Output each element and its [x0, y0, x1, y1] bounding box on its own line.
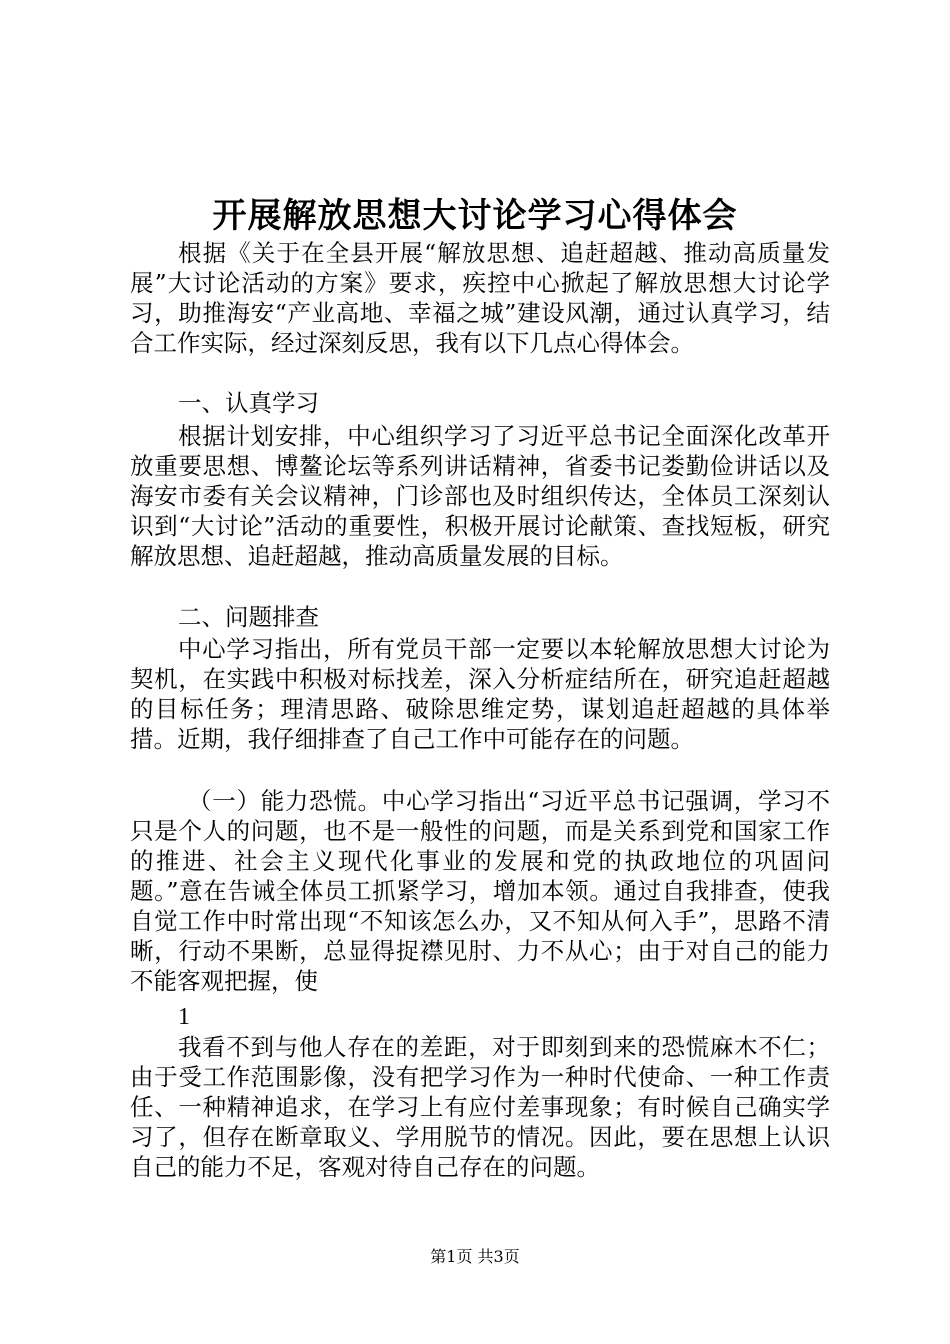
section-heading-problems: 二、问题排查 [178, 603, 319, 631]
inline-page-marker: 1 [178, 1004, 190, 1030]
section-study-paragraph: 根据计划安排，中心组织学习了习近平总书记全面深化改革开放重要思想、博鳌论坛等系列讲话精神，省委书记娄勤俭讲话以及海安市委有关会议精神，门诊部也及时组织传达，全体员工深刻认识到“大讨论”活动的重要性，积极开展讨论献策、查找短板，研究解放思想、追赶超越，推动高质量发展的目标。 [130, 422, 830, 570]
page-footer: 第1页 共3页 [430, 1247, 520, 1266]
document-title: 开展解放思想大讨论学习心得体会 [212, 196, 738, 236]
section-problems-paragraph: 中心学习指出，所有党员干部一定要以本轮解放思想大讨论为契机，在实践中积极对标找差，深入分析症结所在，研究追赶超越的目标任务；理清思路、破除思维定势，谋划追赶超越的具体举措。近期，我仔细排查了自己工作中可能存在的问题。 [130, 635, 830, 753]
continuation-paragraph: 我看不到与他人存在的差距，对于即刻到来的恐慌麻木不仁；由于受工作范围影像，没有把学习作为一种时代使命、一种工作责任、一种精神追求，在学习上有应付差事现象；有时候自己确实学习了，但存在断章取义、学用脱节的情况。因此，要在思想上认识自己的能力不足，客观对待自己存在的问题。 [130, 1033, 830, 1181]
section-heading-study: 一、认真学习 [178, 389, 319, 417]
subsection-ability-paragraph: （一）能力恐慌。中心学习指出“习近平总书记强调，学习不只是个人的问题，也不是一般性的问题，而是关系到党和国家工作的推进、社会主义现代化事业的发展和党的执政地位的巩固问题。”意在告诫全体员工抓紧学习，增加本领。通过自我排查，使我自觉工作中时常出现“不知该怎么办，又不知从何入手”，思路不清晰，行动不果断，总显得捉襟见肘、力不从心；由于对自己的能力不能客观把握，使 [130, 787, 830, 995]
intro-paragraph: 根据《关于在全县开展“解放思想、追赶超越、推动高质量发展”大讨论活动的方案》要求，疾控中心掀起了解放思想大讨论学习，助推海安“产业高地、幸福之城”建设风潮，通过认真学习，结合工作实际，经过深刻反思，我有以下几点心得体会。 [130, 239, 830, 357]
